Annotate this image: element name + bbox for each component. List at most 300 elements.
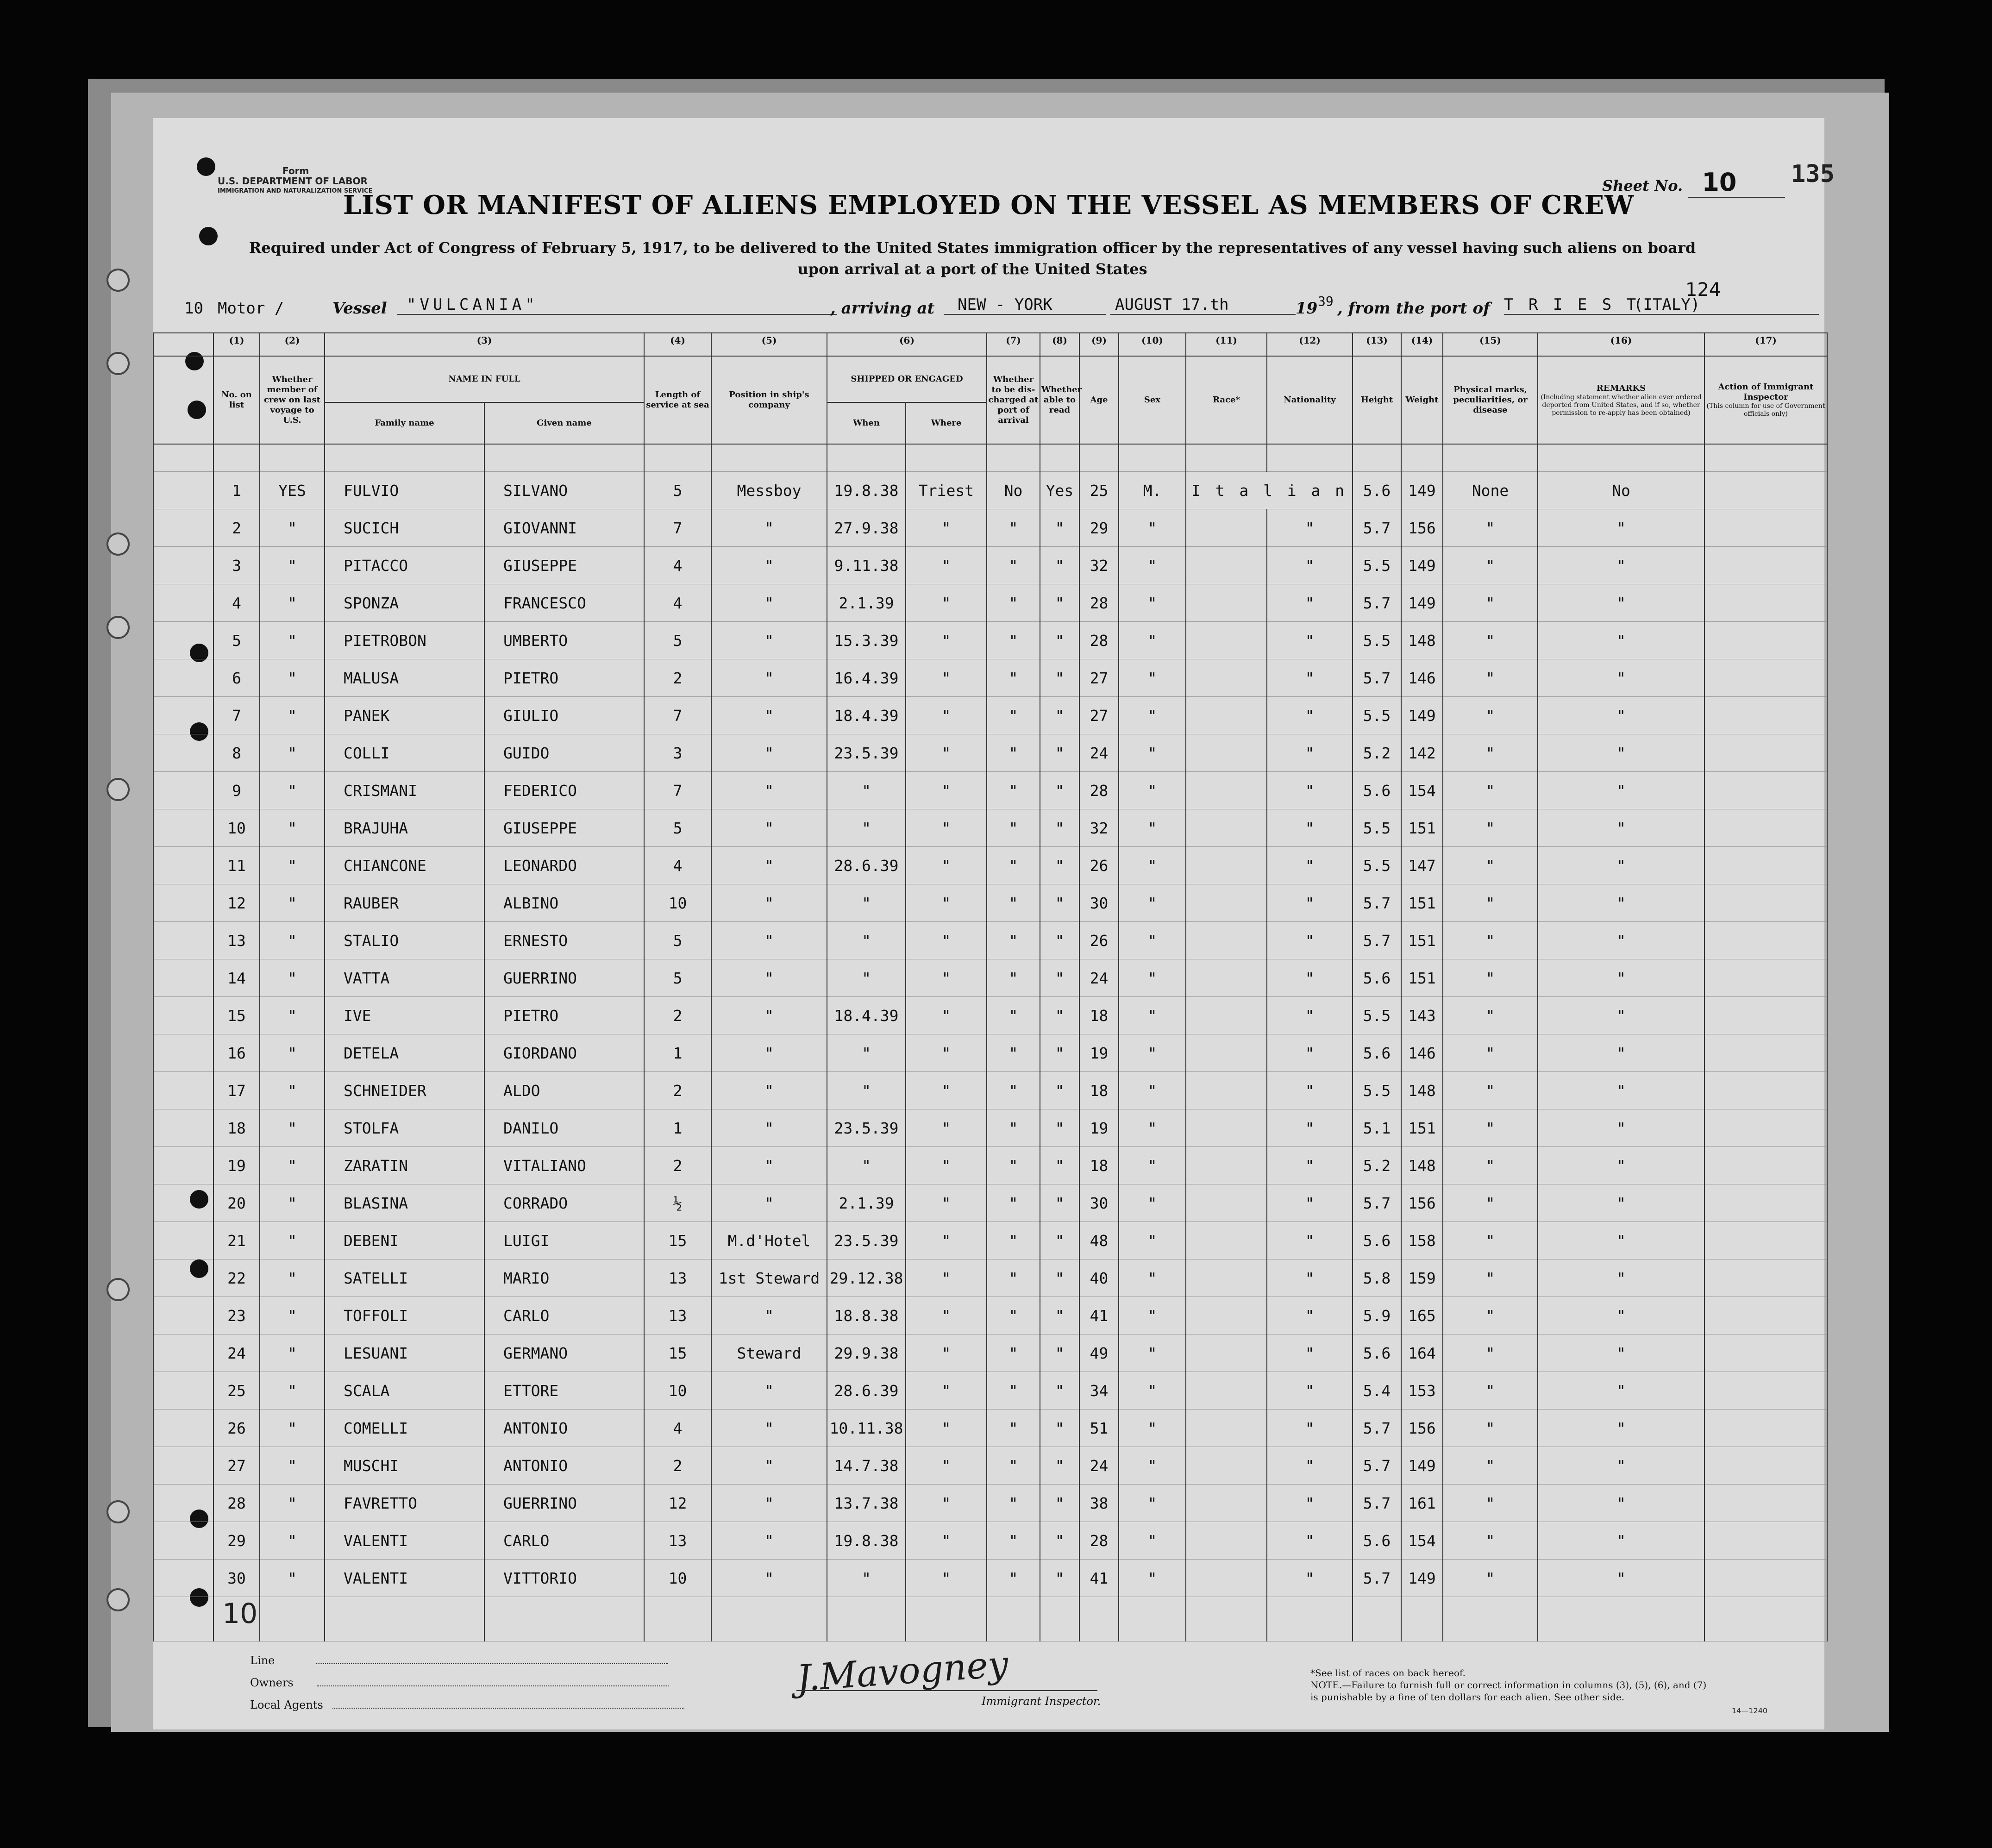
- race-cell: [1186, 1485, 1267, 1522]
- binder-ring-hole: [106, 616, 130, 639]
- family-name-cell: COLLI: [325, 734, 484, 772]
- height-cell: 5.4: [1353, 1372, 1401, 1409]
- nationality-cell: ": [1267, 1522, 1353, 1560]
- position-cell: ": [711, 697, 827, 734]
- footnote: [1310, 1667, 1713, 1703]
- agents-label: Local Agents: [250, 1698, 323, 1711]
- discharged-cell: ": [987, 772, 1040, 809]
- race-cell: [1186, 1334, 1267, 1372]
- shipped-when-cell: 29.9.38: [827, 1334, 906, 1372]
- remarks-cell: ": [1538, 1372, 1704, 1409]
- header-shipped: SHIPPED OR ENGAGED: [827, 356, 987, 402]
- prior-voyage-cell: ": [260, 1034, 325, 1072]
- shipped-where-cell: ": [906, 1297, 987, 1334]
- header-no-on-list: No. on list: [213, 356, 260, 444]
- row-margin: [153, 1184, 213, 1222]
- inspector-action-cell: [1704, 697, 1827, 734]
- inspector-action-cell: [1704, 1072, 1827, 1109]
- row-number-cell: 10: [213, 809, 260, 847]
- row-margin: [153, 922, 213, 959]
- row-margin: [153, 1560, 213, 1597]
- weight-cell: 149: [1401, 697, 1443, 734]
- vessel-type: Motor /: [218, 299, 284, 318]
- row-number-cell: 2: [213, 509, 260, 547]
- table-row: [153, 1485, 1827, 1522]
- header-length-service: Length of service at sea: [644, 356, 711, 444]
- inspector-action-cell: [1704, 884, 1827, 922]
- remarks-cell: ": [1538, 884, 1704, 922]
- prior-voyage-cell: ": [260, 547, 325, 584]
- position-cell: ": [711, 922, 827, 959]
- physical-marks-cell: ": [1443, 847, 1538, 884]
- position-cell: ": [711, 1409, 827, 1447]
- physical-marks-cell: ": [1443, 1222, 1538, 1259]
- discharged-cell: ": [987, 1372, 1040, 1409]
- family-name-cell: LESUANI: [325, 1334, 484, 1372]
- nationality-cell: ": [1267, 584, 1353, 622]
- row-number-cell: 18: [213, 1109, 260, 1147]
- position-cell: ": [711, 1485, 827, 1522]
- prior-voyage-cell: ": [260, 997, 325, 1034]
- sex-cell: ": [1119, 1259, 1186, 1297]
- able-to-read-cell: ": [1040, 772, 1079, 809]
- shipped-where-cell: ": [906, 1372, 987, 1409]
- able-to-read-cell: ": [1040, 997, 1079, 1034]
- age-cell: 27: [1079, 659, 1119, 697]
- physical-marks-cell: ": [1443, 959, 1538, 997]
- remarks-cell: ": [1538, 1222, 1704, 1259]
- col-number-1: (1): [213, 333, 260, 356]
- physical-marks-cell: ": [1443, 584, 1538, 622]
- sex-cell: ": [1119, 509, 1186, 547]
- age-cell: 25: [1079, 472, 1119, 509]
- position-cell: ": [711, 959, 827, 997]
- age-cell: 26: [1079, 847, 1119, 884]
- height-cell: 5.1: [1353, 1109, 1401, 1147]
- row-number-cell: 20: [213, 1184, 260, 1222]
- weight-cell: 149: [1401, 547, 1443, 584]
- remarks-cell: ": [1538, 1409, 1704, 1447]
- height-cell: 5.7: [1353, 1485, 1401, 1522]
- discharged-cell: ": [987, 959, 1040, 997]
- service-length-cell: 2: [644, 1147, 711, 1184]
- given-name-cell: CARLO: [484, 1297, 644, 1334]
- sex-cell: ": [1119, 1072, 1186, 1109]
- position-cell: ": [711, 1560, 827, 1597]
- blank-cell: [484, 1597, 644, 1641]
- age-cell: 28: [1079, 772, 1119, 809]
- weight-cell: 154: [1401, 1522, 1443, 1560]
- physical-marks-cell: ": [1443, 1485, 1538, 1522]
- remarks-cell: ": [1538, 584, 1704, 622]
- table-row: [153, 772, 1827, 809]
- row-number-cell: 13: [213, 922, 260, 959]
- line-blank: [316, 1663, 668, 1664]
- table-row: [153, 1072, 1827, 1109]
- blank-cell: [906, 1597, 987, 1641]
- shipped-where-cell: ": [906, 584, 987, 622]
- shipped-when-cell: 10.11.38: [827, 1409, 906, 1447]
- sex-cell: ": [1119, 1485, 1186, 1522]
- given-name-cell: FEDERICO: [484, 772, 644, 809]
- position-cell: M.d'Hotel: [711, 1222, 827, 1259]
- table-row: [153, 472, 1827, 509]
- nationality-cell: ": [1267, 1297, 1353, 1334]
- given-name-cell: GUERRINO: [484, 1485, 644, 1522]
- service-length-cell: 5: [644, 622, 711, 659]
- nationality-cell: ": [1267, 1485, 1353, 1522]
- binder-ring-hole: [106, 1278, 130, 1301]
- height-cell: 5.6: [1353, 1334, 1401, 1372]
- family-name-cell: BRAJUHA: [325, 809, 484, 847]
- blank-cell: [1119, 1597, 1186, 1641]
- physical-marks-cell: ": [1443, 1259, 1538, 1297]
- document-subtitle: Required under Act of Congress of February 5, 1917, to be delivered to the United States immigration officer by the representatives of any vessel having such aliens on board upon arrival at a port of the United States: [249, 239, 1696, 278]
- able-to-read-cell: ": [1040, 1222, 1079, 1259]
- vessel-label: Vessel: [332, 299, 387, 318]
- nationality-cell: ": [1267, 922, 1353, 959]
- agents-blank: [332, 1708, 684, 1709]
- physical-marks-cell: ": [1443, 1334, 1538, 1372]
- position-cell: ": [711, 1034, 827, 1072]
- header-position: Position in ship's company: [711, 356, 827, 444]
- table-row: [153, 659, 1827, 697]
- sex-cell: ": [1119, 1409, 1186, 1447]
- shipped-when-cell: 23.5.39: [827, 734, 906, 772]
- remarks-cell: ": [1538, 697, 1704, 734]
- age-cell: 19: [1079, 1109, 1119, 1147]
- family-name-cell: FAVRETTO: [325, 1485, 484, 1522]
- height-cell: 5.5: [1353, 547, 1401, 584]
- race-cell: [1186, 809, 1267, 847]
- service-length-cell: 1: [644, 1109, 711, 1147]
- race-cell: [1186, 1184, 1267, 1222]
- prior-voyage-cell: ": [260, 1560, 325, 1597]
- height-cell: 5.5: [1353, 622, 1401, 659]
- height-cell: 5.6: [1353, 1522, 1401, 1560]
- arrival-date: AUGUST 17.th: [1110, 295, 1296, 315]
- shipped-where-cell: ": [906, 659, 987, 697]
- service-length-cell: 15: [644, 1334, 711, 1372]
- discharged-cell: ": [987, 1560, 1040, 1597]
- family-name-cell: COMELLI: [325, 1409, 484, 1447]
- able-to-read-cell: ": [1040, 1334, 1079, 1372]
- inspector-action-cell: [1704, 509, 1827, 547]
- nationality-cell: ": [1267, 697, 1353, 734]
- age-cell: 24: [1079, 959, 1119, 997]
- blank-cell: [260, 1597, 325, 1641]
- shipped-where-cell: ": [906, 1184, 987, 1222]
- discharged-cell: ": [987, 847, 1040, 884]
- height-cell: 5.5: [1353, 697, 1401, 734]
- remarks-cell: ": [1538, 1485, 1704, 1522]
- weight-cell: 146: [1401, 1034, 1443, 1072]
- line-label: Line: [250, 1654, 275, 1667]
- inspector-action-cell: [1704, 1560, 1827, 1597]
- discharged-cell: ": [987, 1184, 1040, 1222]
- service-length-cell: 2: [644, 1447, 711, 1485]
- action-title: Action of Immigrant Inspector: [1718, 382, 1814, 402]
- sex-cell: ": [1119, 1109, 1186, 1147]
- nationality-cell: ": [1267, 809, 1353, 847]
- position-cell: ": [711, 997, 827, 1034]
- row-margin: [153, 809, 213, 847]
- sex-cell: ": [1119, 922, 1186, 959]
- remarks-cell: ": [1538, 922, 1704, 959]
- age-cell: 34: [1079, 1372, 1119, 1409]
- remarks-cell: ": [1538, 1109, 1704, 1147]
- remarks-cell: ": [1538, 622, 1704, 659]
- nationality-cell: ": [1267, 622, 1353, 659]
- remarks-cell: No: [1538, 472, 1704, 509]
- race-note: *See list of races on back hereof.: [1310, 1667, 1466, 1679]
- position-cell: ": [711, 1184, 827, 1222]
- service-length-cell: 1: [644, 1034, 711, 1072]
- year-prefix: 19: [1296, 299, 1318, 318]
- col-number-10: (10): [1119, 333, 1186, 356]
- prior-voyage-cell: ": [260, 1222, 325, 1259]
- race-cell: [1186, 884, 1267, 922]
- given-name-cell: ERNESTO: [484, 922, 644, 959]
- prior-voyage-cell: ": [260, 697, 325, 734]
- able-to-read-cell: ": [1040, 1297, 1079, 1334]
- able-to-read-cell: ": [1040, 922, 1079, 959]
- row-number-cell: 1: [213, 472, 260, 509]
- prior-voyage-cell: ": [260, 922, 325, 959]
- col-number-7: (7): [987, 333, 1040, 356]
- header-action: [1704, 356, 1827, 444]
- remarks-cell: ": [1538, 1522, 1704, 1560]
- discharged-cell: ": [987, 622, 1040, 659]
- table-row: [153, 847, 1827, 884]
- nationality-cell: ": [1267, 772, 1353, 809]
- shipped-where-cell: ": [906, 1259, 987, 1297]
- position-cell: ": [711, 734, 827, 772]
- age-cell: 32: [1079, 547, 1119, 584]
- table-row: [153, 1109, 1827, 1147]
- header-discharged: Whether to be dis-charged at port of arrival: [987, 356, 1040, 444]
- table-row: [153, 1222, 1827, 1259]
- shipped-when-cell: ": [827, 884, 906, 922]
- header-where: Where: [906, 402, 987, 444]
- nationality-cell: ": [1267, 1109, 1353, 1147]
- arrival-port: NEW - YORK: [944, 295, 1106, 315]
- family-name-cell: PITACCO: [325, 547, 484, 584]
- col-number-13: (13): [1353, 333, 1401, 356]
- race-cell: [1186, 659, 1267, 697]
- prior-voyage-cell: ": [260, 1334, 325, 1372]
- remarks-cell: ": [1538, 847, 1704, 884]
- col-number-8: (8): [1040, 333, 1079, 356]
- able-to-read-cell: ": [1040, 1372, 1079, 1409]
- col-number-16: (16): [1538, 333, 1704, 356]
- age-cell: 24: [1079, 734, 1119, 772]
- given-name-cell: DANILO: [484, 1109, 644, 1147]
- discharged-cell: ": [987, 1447, 1040, 1485]
- height-cell: 5.7: [1353, 1184, 1401, 1222]
- service-length-cell: 4: [644, 1409, 711, 1447]
- family-name-cell: BLASINA: [325, 1184, 484, 1222]
- physical-marks-cell: ": [1443, 509, 1538, 547]
- row-margin: [153, 1109, 213, 1147]
- family-name-cell: MALUSA: [325, 659, 484, 697]
- table-row: [153, 1259, 1827, 1297]
- nationality-cell: ": [1267, 997, 1353, 1034]
- service-length-cell: 3: [644, 734, 711, 772]
- able-to-read-cell: ": [1040, 509, 1079, 547]
- prior-voyage-cell: ": [260, 622, 325, 659]
- age-cell: 30: [1079, 1184, 1119, 1222]
- discharged-cell: ": [987, 1259, 1040, 1297]
- sex-cell: ": [1119, 1334, 1186, 1372]
- blank-cell: [644, 1597, 711, 1641]
- age-cell: 28: [1079, 1522, 1119, 1560]
- nationality-cell: ": [1267, 1184, 1353, 1222]
- physical-marks-cell: ": [1443, 1447, 1538, 1485]
- family-name-cell: STALIO: [325, 922, 484, 959]
- row-margin: [153, 1334, 213, 1372]
- blank-cell: [1186, 1597, 1267, 1641]
- blank-cell: [1040, 1597, 1079, 1641]
- able-to-read-cell: ": [1040, 959, 1079, 997]
- shipped-when-cell: ": [827, 922, 906, 959]
- shipped-where-cell: ": [906, 622, 987, 659]
- discharged-cell: ": [987, 584, 1040, 622]
- family-name-cell: CRISMANI: [325, 772, 484, 809]
- row-margin: [153, 659, 213, 697]
- action-note: (This column for use of Government officials only): [1706, 402, 1825, 418]
- sex-cell: ": [1119, 959, 1186, 997]
- discharged-cell: ": [987, 884, 1040, 922]
- height-cell: 5.5: [1353, 847, 1401, 884]
- service-length-cell: 5: [644, 472, 711, 509]
- shipped-when-cell: 16.4.39: [827, 659, 906, 697]
- service-length-cell: 5: [644, 809, 711, 847]
- service-name: IMMIGRATION AND NATURALIZATION SERVICE: [218, 188, 373, 194]
- inspector-action-cell: [1704, 772, 1827, 809]
- prior-voyage-cell: ": [260, 734, 325, 772]
- prior-voyage-cell: ": [260, 1485, 325, 1522]
- inspector-action-cell: [1704, 1109, 1827, 1147]
- service-length-cell: 10: [644, 1372, 711, 1409]
- remarks-cell: ": [1538, 547, 1704, 584]
- discharged-cell: ": [987, 1334, 1040, 1372]
- given-name-cell: CORRADO: [484, 1184, 644, 1222]
- row-number-cell: 9: [213, 772, 260, 809]
- sex-cell: ": [1119, 884, 1186, 922]
- shipped-where-cell: ": [906, 884, 987, 922]
- age-cell: 41: [1079, 1560, 1119, 1597]
- table-row: [153, 1184, 1827, 1222]
- inspector-action-cell: [1704, 1297, 1827, 1334]
- nationality-cell: ": [1267, 509, 1353, 547]
- height-cell: 5.7: [1353, 1560, 1401, 1597]
- prior-voyage-cell: ": [260, 509, 325, 547]
- shipped-when-cell: 2.1.39: [827, 1184, 906, 1222]
- shipped-where-cell: ": [906, 1447, 987, 1485]
- nationality-cell: ": [1267, 959, 1353, 997]
- prior-voyage-cell: ": [260, 1522, 325, 1560]
- binder-ring-hole: [106, 352, 130, 375]
- row-number-cell: 12: [213, 884, 260, 922]
- blank-cell: [1267, 1597, 1353, 1641]
- height-cell: 5.7: [1353, 509, 1401, 547]
- weight-cell: 149: [1401, 472, 1443, 509]
- inspector-action-cell: [1704, 1522, 1827, 1560]
- family-name-cell: VATTA: [325, 959, 484, 997]
- inspector-action-cell: [1704, 1184, 1827, 1222]
- col-number-11: (11): [1186, 333, 1267, 356]
- able-to-read-cell: ": [1040, 1485, 1079, 1522]
- header-race: Race*: [1186, 356, 1267, 444]
- age-cell: 24: [1079, 1447, 1119, 1485]
- remarks-cell: ": [1538, 734, 1704, 772]
- binder-ring-hole: [106, 269, 130, 292]
- row-margin: [153, 1447, 213, 1485]
- col-number-15: (15): [1443, 333, 1538, 356]
- given-name-cell: LEONARDO: [484, 847, 644, 884]
- shipped-where-cell: ": [906, 734, 987, 772]
- discharged-cell: ": [987, 659, 1040, 697]
- service-length-cell: 12: [644, 1485, 711, 1522]
- given-name-cell: ANTONIO: [484, 1409, 644, 1447]
- owners-blank: [317, 1685, 669, 1686]
- family-name-cell: IVE: [325, 997, 484, 1034]
- service-length-cell: 10: [644, 1560, 711, 1597]
- able-to-read-cell: ": [1040, 1109, 1079, 1147]
- age-cell: 29: [1079, 509, 1119, 547]
- header-when: When: [827, 402, 906, 444]
- prior-voyage-cell: ": [260, 959, 325, 997]
- height-cell: 5.2: [1353, 1147, 1401, 1184]
- race-cell: [1186, 1109, 1267, 1147]
- weight-cell: 161: [1401, 1485, 1443, 1522]
- inspector-action-cell: [1704, 1447, 1827, 1485]
- weight-cell: 164: [1401, 1334, 1443, 1372]
- weight-cell: 156: [1401, 509, 1443, 547]
- inspector-action-cell: [1704, 1259, 1827, 1297]
- position-cell: ": [711, 1447, 827, 1485]
- shipped-when-cell: ": [827, 772, 906, 809]
- age-cell: 48: [1079, 1222, 1119, 1259]
- age-cell: 28: [1079, 622, 1119, 659]
- row-margin: [153, 1485, 213, 1522]
- sex-cell: ": [1119, 1222, 1186, 1259]
- document-title: LIST OR MANIFEST OF ALIENS EMPLOYED ON THE VESSEL AS MEMBERS OF CREW: [343, 190, 1635, 220]
- age-cell: 38: [1079, 1485, 1119, 1522]
- shipped-where-cell: ": [906, 1109, 987, 1147]
- weight-cell: 151: [1401, 959, 1443, 997]
- remarks-cell: ": [1538, 1147, 1704, 1184]
- able-to-read-cell: ": [1040, 659, 1079, 697]
- family-name-cell: FULVIO: [325, 472, 484, 509]
- sex-cell: ": [1119, 1147, 1186, 1184]
- shipped-when-cell: 15.3.39: [827, 622, 906, 659]
- able-to-read-cell: ": [1040, 1184, 1079, 1222]
- shipped-when-cell: 23.5.39: [827, 1109, 906, 1147]
- table-row: [153, 1522, 1827, 1560]
- service-length-cell: 15: [644, 1222, 711, 1259]
- row-number-cell: 24: [213, 1334, 260, 1372]
- margin-annotation: 10: [222, 1597, 258, 1630]
- inspector-action-cell: [1704, 847, 1827, 884]
- header-name-in-full: NAME IN FULL: [325, 356, 644, 402]
- departure-port: T R I E S T: [1504, 295, 1639, 314]
- row-number-cell: 16: [213, 1034, 260, 1072]
- shipped-where-cell: ": [906, 959, 987, 997]
- arriving-label: , arriving at: [830, 299, 935, 318]
- height-cell: 5.2: [1353, 734, 1401, 772]
